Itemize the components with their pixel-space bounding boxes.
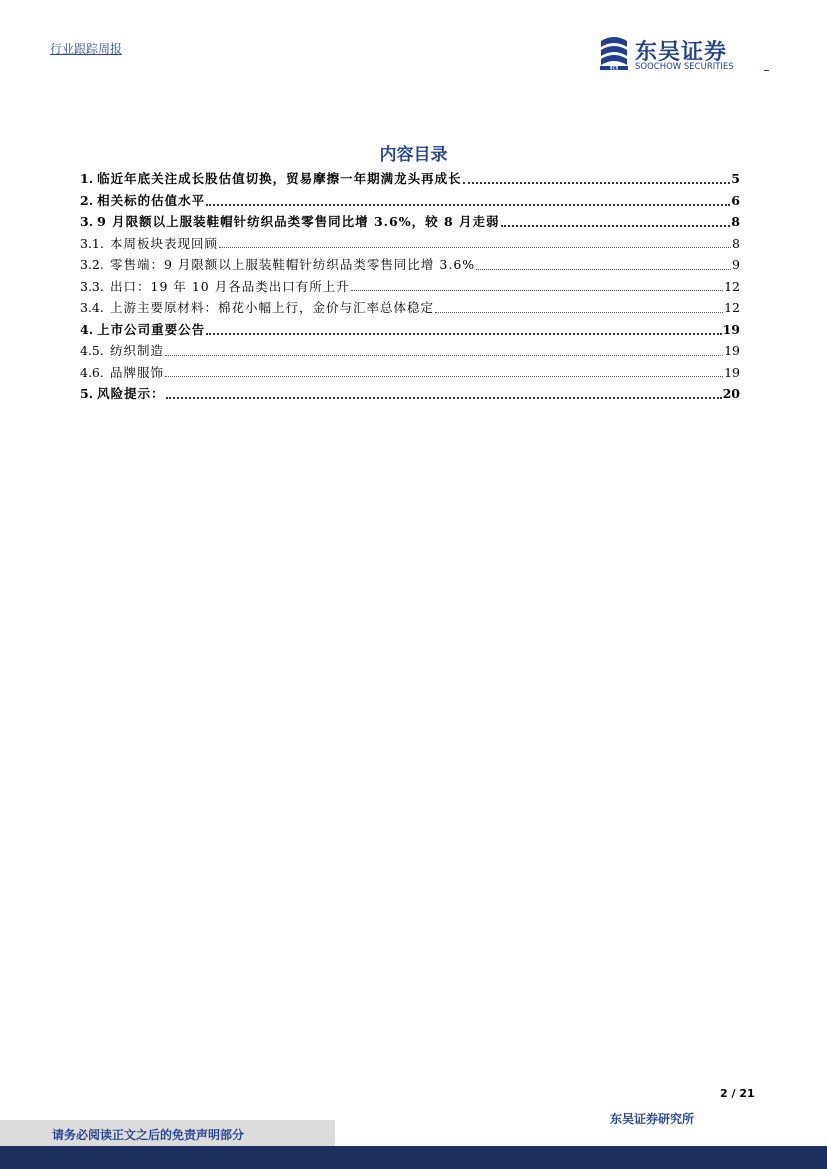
header-divider — [764, 70, 769, 71]
toc-entry-number: 4.6. — [80, 364, 104, 380]
toc-entry-page: 20 — [722, 386, 740, 401]
toc-entry-label: 临近年底关注成长股估值切换，贸易摩擦一年期满龙头再成长 — [97, 171, 462, 186]
toc-entry[interactable] — [80, 254, 740, 276]
toc-entry-label: 相关标的估值水平 — [97, 192, 206, 208]
toc-entry-number: 1. — [80, 171, 94, 186]
toc-entry-number: 3.2. — [80, 257, 104, 272]
toc-leader-dots — [435, 311, 723, 313]
toc-entry[interactable] — [80, 297, 740, 319]
page-number: 2 / 21 — [720, 1087, 755, 1100]
toc-entry-number: 4.5. — [80, 343, 104, 358]
toc-entry-page: 12 — [724, 278, 740, 294]
logo-english-name: SOOCHOW SECURITIES — [635, 62, 734, 72]
toc-entry-label: 纺织制造 — [110, 343, 165, 358]
toc-entry-label: 零售端：9 月限额以上服装鞋帽针纺织品类零售同比增 3.6% — [110, 257, 476, 272]
toc-entry[interactable] — [80, 211, 740, 233]
table-of-contents — [80, 168, 740, 405]
toc-entry-label: 品牌服饰 — [110, 364, 165, 380]
toc-entry-page: 19 — [724, 343, 740, 358]
company-logo — [597, 35, 767, 75]
footer-org-name: 东吴证券研究所 — [610, 1112, 695, 1126]
toc-leader-dots — [165, 354, 723, 356]
toc-leader-dots — [206, 203, 730, 206]
toc-entry-label: 9 月限额以上服装鞋帽针纺织品类零售同比增 3.6%，较 8 月走弱 — [97, 214, 500, 229]
toc-title: 内容目录 — [379, 145, 448, 165]
toc-entry-page: 8 — [732, 235, 740, 251]
toc-entry-page: 12 — [724, 300, 740, 315]
toc-entry[interactable] — [80, 362, 740, 384]
toc-leader-dots — [166, 396, 722, 399]
toc-entry-label: 上游主要原材料：棉花小幅上行，金价与汇率总体稳定 — [110, 300, 435, 315]
toc-entry-number: 5. — [80, 386, 94, 401]
toc-entry-number: 2. — [80, 192, 94, 208]
footer-bar — [0, 1146, 827, 1169]
toc-entry[interactable] — [80, 383, 740, 405]
toc-leader-dots — [463, 181, 731, 184]
toc-entry[interactable] — [80, 168, 740, 190]
toc-leader-dots — [476, 268, 731, 270]
toc-leader-dots — [206, 332, 722, 335]
toc-entry-number: 3.1. — [80, 235, 104, 251]
toc-entry-page: 19 — [722, 321, 740, 337]
toc-entry[interactable] — [80, 340, 740, 362]
scs-logo-icon — [597, 35, 631, 71]
toc-entry-page: 9 — [732, 257, 740, 272]
toc-entry[interactable] — [80, 190, 740, 212]
toc-entry-number: 3.3. — [80, 278, 104, 294]
toc-entry-page: 5 — [731, 171, 740, 186]
svg-text:SCS: SCS — [609, 65, 619, 71]
footer-disclaimer: 请务必阅读正文之后的免责声明部分 — [52, 1128, 245, 1142]
toc-entry-label: 本周板块表现回顾 — [110, 235, 219, 251]
toc-entry[interactable] — [80, 233, 740, 255]
toc-entry-label: 风险提示： — [97, 386, 165, 401]
toc-leader-dots — [351, 289, 723, 291]
toc-entry-number: 4. — [80, 321, 94, 337]
toc-leader-dots — [501, 224, 731, 227]
toc-leader-dots — [165, 375, 723, 377]
toc-entry-page: 6 — [731, 192, 740, 208]
toc-leader-dots — [219, 246, 731, 248]
toc-entry-page: 19 — [724, 364, 740, 380]
toc-entry[interactable] — [80, 319, 740, 341]
report-type-link[interactable]: 行业跟踪周报 — [50, 42, 123, 56]
logo-chinese-name: 东吴证券 — [635, 40, 728, 65]
toc-entry[interactable] — [80, 276, 740, 298]
toc-entry-number: 3.4. — [80, 300, 104, 315]
toc-entry-number: 3. — [80, 214, 94, 229]
toc-entry-label: 上市公司重要公告 — [97, 321, 206, 337]
toc-entry-page: 8 — [731, 214, 740, 229]
toc-entry-label: 出口：19 年 10 月各品类出口有所上升 — [110, 278, 350, 294]
